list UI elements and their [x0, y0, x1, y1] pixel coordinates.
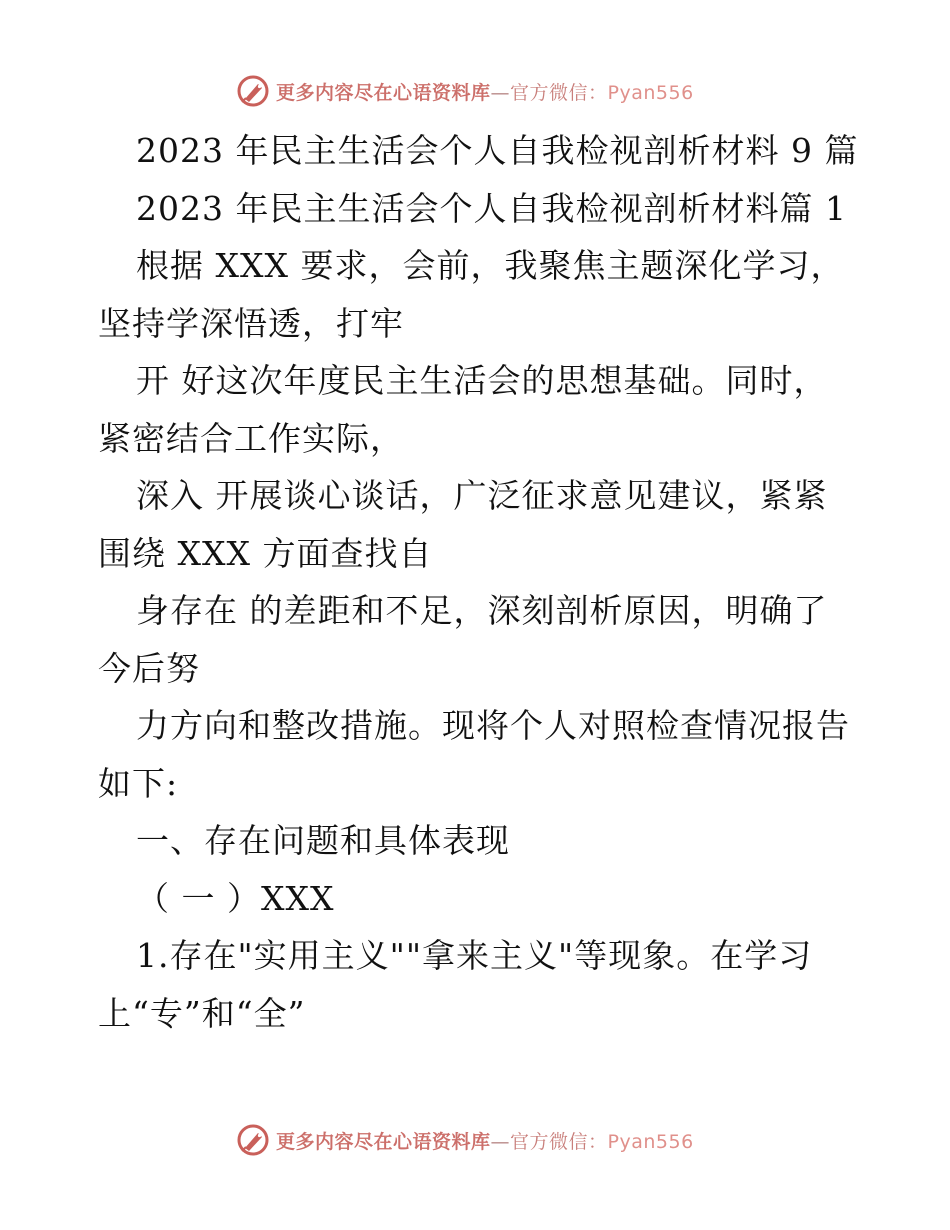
- paragraph-line: 深入 开展谈心谈话，广泛征求意见建议，紧紧: [136, 476, 828, 515]
- watermark-wechat-id: Pyan556: [607, 1130, 694, 1153]
- paragraph-line: 如下:: [98, 763, 179, 803]
- paragraph-line: 紧密结合工作实际，: [98, 418, 404, 458]
- watermark-separator: —: [490, 1130, 511, 1153]
- watermark-separator: —: [490, 81, 511, 104]
- watermark-brand: 更多内容尽在心语资料库: [276, 81, 491, 104]
- paragraph-line: 开 好这次年度民主生活会的思想基础。同时，: [136, 361, 828, 400]
- paragraph-line: 1.存在"实用主义""拿来主义"等现象。在学习: [136, 936, 813, 975]
- watermark-wechat-label: 官方微信：: [510, 81, 608, 104]
- watermark-wechat-label: 官方微信：: [510, 1130, 608, 1153]
- paragraph-line: 上“专”和“全”: [98, 993, 306, 1033]
- document-body: [98, 122, 858, 1042]
- paragraph-line: 坚持学深悟透，打牢: [98, 303, 404, 343]
- document-title: 2023 年民主生活会个人自我检视剖析材料 9 篇: [136, 131, 859, 170]
- paragraph-line: 力方向和整改措施。现将个人对照检查情况报告: [136, 706, 850, 745]
- section-title: 2023 年民主生活会个人自我检视剖析材料篇 1: [136, 188, 847, 228]
- watermark-text: [276, 78, 694, 105]
- paragraph-line: 身存在 的差距和不足，深刻剖析原因，明确了: [136, 591, 828, 630]
- paragraph-line: 今后努: [98, 648, 200, 688]
- paragraph-line: 根据 XXX 要求，会前，我聚焦主题深化学习，: [136, 246, 845, 285]
- footer-watermark: [236, 1122, 694, 1158]
- pen-nib-logo-icon: [236, 74, 270, 108]
- watermark-brand: 更多内容尽在心语资料库: [276, 1130, 491, 1153]
- header-watermark: [236, 73, 694, 109]
- pen-nib-logo-icon: [236, 1123, 270, 1157]
- heading-level-1: 一、存在问题和具体表现: [136, 821, 510, 860]
- heading-level-2: （ 一 ）XXX: [136, 878, 335, 918]
- watermark-wechat-id: Pyan556: [607, 81, 694, 104]
- paragraph-line: 围绕 XXX 方面查找自: [98, 533, 433, 573]
- watermark-text: [276, 1127, 694, 1154]
